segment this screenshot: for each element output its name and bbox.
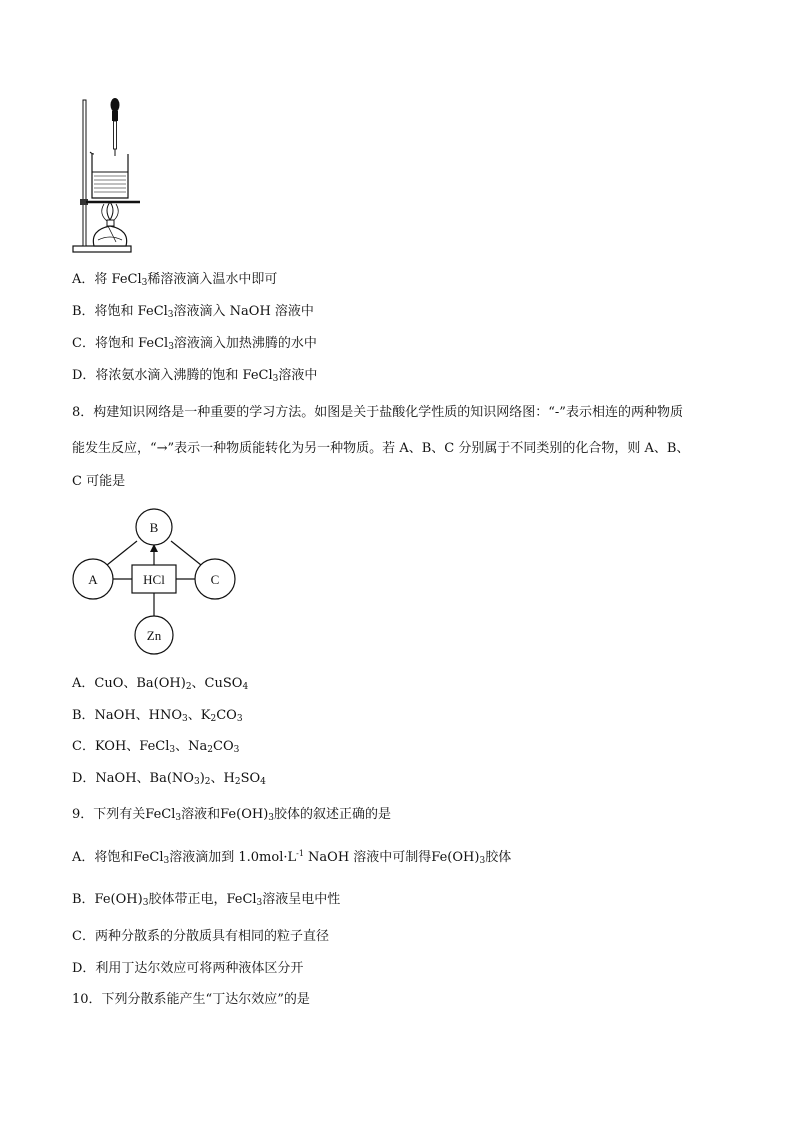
label-hcl: HCl [143,572,165,587]
alcohol-lamp [93,220,126,246]
edge-a-b [107,541,137,565]
hcl-network-diagram [68,506,243,662]
q9-option-c: C．两种分散系的分散质具有相同的粒子直径 [72,929,329,944]
dropper [111,98,120,156]
q7-option-a: A．将 FeCl$_3$稀溶液滴入温水中即可 [72,272,278,288]
label-a: A [88,572,98,587]
q7-option-d: D．将浓氨水滴入沸腾的饱和 FeCl$_3$溶液中 [72,368,318,384]
q7-option-b: B．将饱和 FeCl$_3$溶液滴入 NaOH 溶液中 [72,304,314,320]
q9-option-b: B．$Fe(OH)_3$胶体带正电，FeCl$_3$溶液呈电中性 [72,892,341,908]
q8-stem-line3: C 可能是 [72,474,126,489]
q8-option-d: D．NaOH、$Ba(NO_3)_2$、$H_2SO_4$ [72,771,266,787]
q8-stem-line1: 8．构建知识网络是一种重要的学习方法。如图是关于盐酸化学性质的知识网络图：“-”表示相连的两种物质 [72,405,683,420]
q8-option-c: C．KOH、FeCl$_3$、$Na_2CO_3$ [72,739,240,755]
q9-stem: 9．下列有关FeCl$_3$溶液和$Fe(OH)_3$胶体的叙述正确的是 [72,807,392,823]
heating-apparatus-figure [70,96,150,258]
label-zn: Zn [146,628,162,643]
q8-stem-line2: 能发生反应，“→”表示一种物质能转化为另一种物质。若 A、B、C 分别属于不同类别的化合物，则 A、B、 [72,441,690,456]
q9-option-a: A．将饱和FeCl$_3$溶液滴加到 $1.0mol\cdot L^{-1}$ NaOH 溶液中可制得$Fe(OH)_3$胶体 [72,849,512,866]
q8-option-a: A．CuO、$Ba(OH)_2$、CuSO$_4$ [72,676,249,692]
q9-option-d: D．利用丁达尔效应可将两种液体区分开 [72,961,304,976]
stand-base [73,246,131,252]
q8-option-b: B．NaOH、$HNO_3$、$K_2CO_3$ [72,708,243,724]
edge-b-c [171,541,201,565]
label-b: B [149,520,159,535]
q10-stem: 10．下列分散系能产生“丁达尔效应”的是 [72,992,310,1007]
q7-option-c: C．将饱和 FeCl$_3$溶液滴入加热沸腾的水中 [72,336,317,352]
stand-rod [83,100,86,246]
label-c: C [210,572,220,587]
